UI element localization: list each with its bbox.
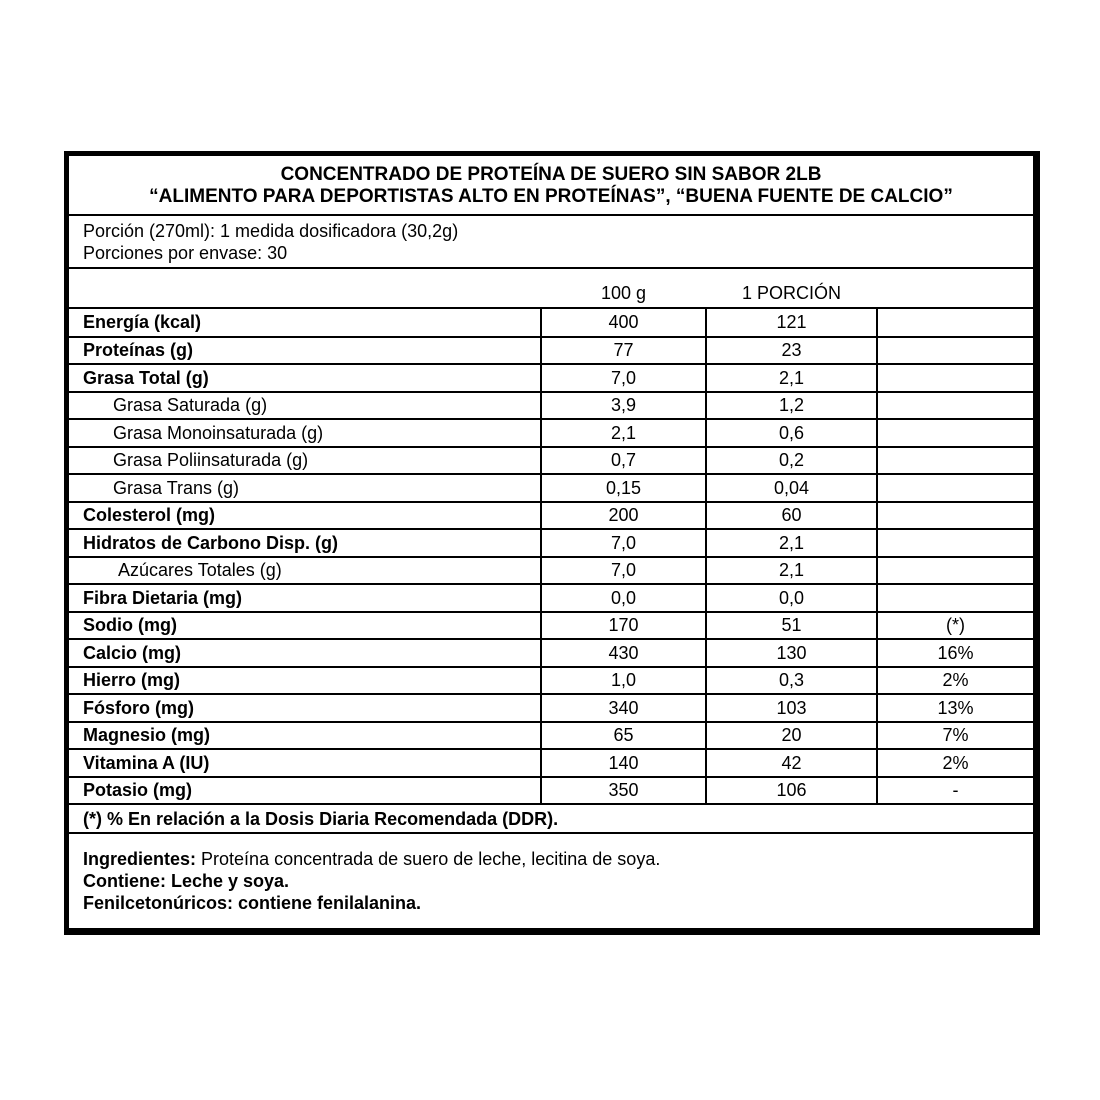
ingredients-section bbox=[69, 834, 1033, 914]
value-100g: 1,0 bbox=[541, 667, 706, 695]
table-row bbox=[69, 474, 1033, 502]
phenylketonuria-warning: Fenilcetonúricos: contiene fenilalanina. bbox=[83, 893, 422, 913]
allergen-statement: Contiene: Leche y soya. bbox=[83, 871, 290, 891]
value-ddr: 2% bbox=[877, 749, 1033, 777]
value-ddr: 16% bbox=[877, 639, 1033, 667]
column-header-100g: 100 g bbox=[600, 283, 647, 303]
value-portion: 0,3 bbox=[706, 667, 877, 695]
table-row bbox=[69, 584, 1033, 612]
value-100g: 0,7 bbox=[541, 447, 706, 475]
value-100g: 65 bbox=[541, 722, 706, 750]
value-portion: 23 bbox=[706, 337, 877, 365]
nutrient-name: Magnesio (mg) bbox=[69, 722, 541, 750]
table-row bbox=[69, 392, 1033, 420]
value-100g: 430 bbox=[541, 639, 706, 667]
nutrient-name: Potasio (mg) bbox=[69, 777, 541, 805]
nutrient-name: Energía (kcal) bbox=[69, 309, 541, 337]
value-100g: 7,0 bbox=[541, 529, 706, 557]
value-ddr: 2% bbox=[877, 667, 1033, 695]
value-portion: 2,1 bbox=[706, 557, 877, 585]
value-100g: 0,15 bbox=[541, 474, 706, 502]
value-100g: 0,0 bbox=[541, 584, 706, 612]
table-row bbox=[69, 502, 1033, 530]
serving-info bbox=[69, 216, 1033, 269]
table-row bbox=[69, 419, 1033, 447]
product-title: CONCENTRADO DE PROTEÍNA DE SUERO SIN SABOR 2LB bbox=[280, 164, 822, 185]
table-row bbox=[69, 309, 1033, 337]
value-100g: 3,9 bbox=[541, 392, 706, 420]
value-100g: 350 bbox=[541, 777, 706, 805]
value-ddr: - bbox=[877, 777, 1033, 805]
value-portion: 20 bbox=[706, 722, 877, 750]
value-ddr bbox=[877, 337, 1033, 365]
product-header bbox=[69, 156, 1033, 216]
value-portion: 130 bbox=[706, 639, 877, 667]
value-ddr bbox=[877, 584, 1033, 612]
nutrient-name: Hidratos de Carbono Disp. (g) bbox=[69, 529, 541, 557]
nutrient-name: Calcio (mg) bbox=[69, 639, 541, 667]
value-portion: 2,1 bbox=[706, 364, 877, 392]
nutrient-name: Vitamina A (IU) bbox=[69, 749, 541, 777]
nutrient-name: Colesterol (mg) bbox=[69, 502, 541, 530]
value-portion: 0,0 bbox=[706, 584, 877, 612]
value-portion: 0,2 bbox=[706, 447, 877, 475]
value-portion: 106 bbox=[706, 777, 877, 805]
nutrient-name: Grasa Total (g) bbox=[69, 364, 541, 392]
value-portion: 1,2 bbox=[706, 392, 877, 420]
value-ddr bbox=[877, 364, 1033, 392]
nutrition-label bbox=[64, 151, 1040, 935]
table-row bbox=[69, 694, 1033, 722]
value-100g: 340 bbox=[541, 694, 706, 722]
value-100g: 140 bbox=[541, 749, 706, 777]
table-row bbox=[69, 529, 1033, 557]
nutrient-name: Grasa Trans (g) bbox=[69, 474, 541, 502]
ddr-footnote: (*) % En relación a la Dosis Diaria Recomendada (DDR). bbox=[69, 805, 1033, 834]
nutrient-name: Fósforo (mg) bbox=[69, 694, 541, 722]
value-ddr bbox=[877, 309, 1033, 337]
value-ddr bbox=[877, 392, 1033, 420]
value-100g: 400 bbox=[541, 309, 706, 337]
value-ddr bbox=[877, 419, 1033, 447]
value-ddr: 7% bbox=[877, 722, 1033, 750]
value-100g: 2,1 bbox=[541, 419, 706, 447]
column-header-portion: 1 PORCIÓN bbox=[741, 283, 842, 303]
nutrient-name: Azúcares Totales (g) bbox=[69, 557, 541, 585]
value-100g: 77 bbox=[541, 337, 706, 365]
table-row bbox=[69, 557, 1033, 585]
value-100g: 7,0 bbox=[541, 364, 706, 392]
value-portion: 42 bbox=[706, 749, 877, 777]
nutrient-name: Proteínas (g) bbox=[69, 337, 541, 365]
value-ddr bbox=[877, 502, 1033, 530]
nutrient-name: Grasa Poliinsaturada (g) bbox=[69, 447, 541, 475]
value-100g: 200 bbox=[541, 502, 706, 530]
value-100g: 170 bbox=[541, 612, 706, 640]
nutrient-name: Fibra Dietaria (mg) bbox=[69, 584, 541, 612]
value-portion: 0,04 bbox=[706, 474, 877, 502]
table-row bbox=[69, 777, 1033, 805]
value-portion: 51 bbox=[706, 612, 877, 640]
value-ddr: (*) bbox=[877, 612, 1033, 640]
value-ddr bbox=[877, 474, 1033, 502]
nutrient-name: Sodio (mg) bbox=[69, 612, 541, 640]
table-row bbox=[69, 337, 1033, 365]
table-row bbox=[69, 639, 1033, 667]
table-row bbox=[69, 364, 1033, 392]
table-row bbox=[69, 447, 1033, 475]
table-row bbox=[69, 722, 1033, 750]
ingredients-line bbox=[83, 848, 1033, 870]
value-ddr: 13% bbox=[877, 694, 1033, 722]
value-ddr bbox=[877, 529, 1033, 557]
column-headers bbox=[69, 269, 1033, 309]
value-portion: 103 bbox=[706, 694, 877, 722]
value-portion: 121 bbox=[706, 309, 877, 337]
table-row bbox=[69, 749, 1033, 777]
table-row bbox=[69, 612, 1033, 640]
nutrient-table bbox=[69, 309, 1033, 805]
value-portion: 2,1 bbox=[706, 529, 877, 557]
product-claims: “ALIMENTO PARA DEPORTISTAS ALTO EN PROTEÍNAS”, “BUENA FUENTE DE CALCIO” bbox=[149, 186, 953, 207]
value-portion: 60 bbox=[706, 502, 877, 530]
nutrient-name: Grasa Saturada (g) bbox=[69, 392, 541, 420]
table-row bbox=[69, 667, 1033, 695]
value-ddr bbox=[877, 447, 1033, 475]
nutrient-name: Grasa Monoinsaturada (g) bbox=[69, 419, 541, 447]
nutrient-name: Hierro (mg) bbox=[69, 667, 541, 695]
serving-size: Porción (270ml): 1 medida dosificadora (30,2g) bbox=[83, 221, 459, 241]
value-100g: 7,0 bbox=[541, 557, 706, 585]
value-portion: 0,6 bbox=[706, 419, 877, 447]
value-ddr bbox=[877, 557, 1033, 585]
ingredients-label: Ingredientes: bbox=[83, 849, 197, 869]
servings-per-container: Porciones por envase: 30 bbox=[83, 243, 288, 263]
ingredients-text: Proteína concentrada de suero de leche, lecitina de soya. bbox=[196, 849, 661, 869]
